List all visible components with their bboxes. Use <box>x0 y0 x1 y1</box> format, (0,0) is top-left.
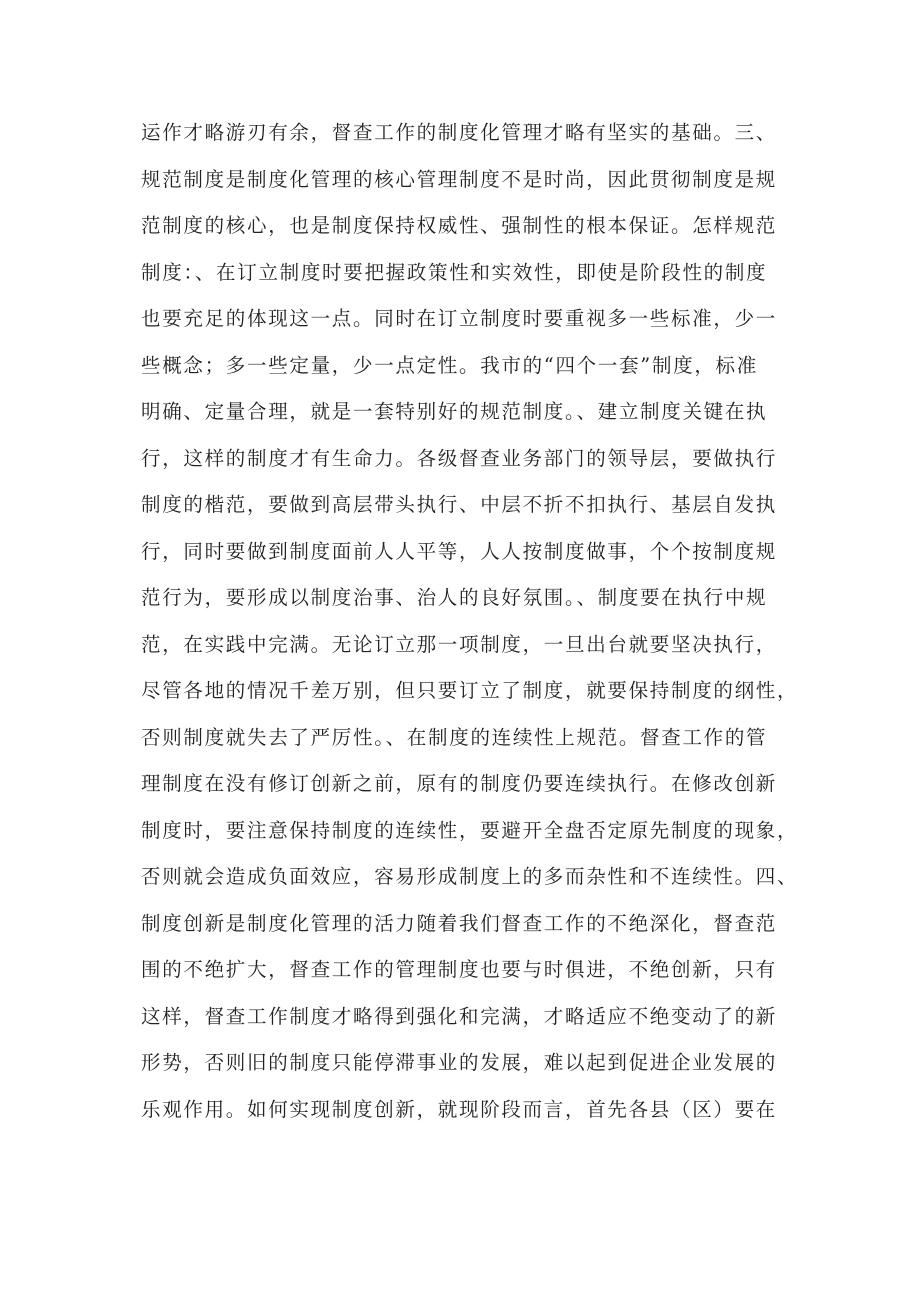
text-line: 乐观作用。如何实现制度创新，就现阶段而言，首先各县（区）要在 <box>141 1097 778 1121</box>
text-line: 也要充足的体现这一点。同时在订立制度时要重视多一些标准，少一 <box>141 307 778 330</box>
text-line: 行，这样的制度才有生命力。各级督查业务部门的领导层，要做执行 <box>141 446 778 470</box>
text-line: 范制度的核心，也是制度保持权威性、强制性的根本保证。怎样规范 <box>141 214 778 237</box>
text-line: 规范制度是制度化管理的核心管理制度不是时尚，因此贯彻制度是规 <box>141 167 778 191</box>
body-text <box>141 110 801 1133</box>
text-line: 制度：、在订立制度时要把握政策性和实效性，即使是阶段性的制度 <box>141 260 768 284</box>
text-line: 制度时，要注意保持制度的连续性，要避开全盘否定原先制度的现象， <box>141 818 799 842</box>
text-line: 否则就会造成负面效应，容易形成制度上的多而杂性和不连续性。四、 <box>141 865 799 888</box>
text-line: 行，同时要做到制度面前人人平等，人人按制度做事，个个按制度规 <box>141 539 778 563</box>
text-line: 范，在实践中完满。无论订立那一项制度，一旦出台就要坚决执行， <box>141 632 778 656</box>
text-line: 明确、定量合理，就是一套特别好的规范制度。、建立制度关键在执 <box>141 400 768 423</box>
text-line: 些概念；多一些定量，少一点定性。我市的“四个一套”制度，标准 <box>141 353 758 377</box>
text-line: 形势，否则旧的制度只能停滞事业的发展，难以起到促进企业发展的 <box>141 1051 778 1074</box>
text-line: 尽管各地的情况千差万别，但只要订立了制度，就要保持制度的纲性， <box>141 679 799 702</box>
text-line: 理制度在没有修订创新之前，原有的制度仍要连续执行。在修改创新 <box>141 772 778 795</box>
text-line: 围的不绝扩大，督查工作的管理制度也要与时俱进，不绝创新，只有 <box>141 958 778 981</box>
text-line: 范行为，要形成以制度治事、治人的良好氛围。、制度要在执行中规 <box>141 586 768 609</box>
text-line: 制度创新是制度化管理的活力随着我们督查工作的不绝深化，督查范 <box>141 911 778 935</box>
text-line: 这样，督查工作制度才略得到强化和完满，才略适应不绝变动了的新 <box>141 1004 778 1028</box>
text-line: 运作才略游刃有余，督查工作的制度化管理才略有坚实的基础。三、 <box>141 121 778 144</box>
text-line: 否则制度就失去了严厉性。、在制度的连续性上规范。督查工作的管 <box>141 725 768 749</box>
text-line: 制度的楷范，要做到高层带头执行、中层不折不扣执行、基层自发执 <box>141 493 778 516</box>
